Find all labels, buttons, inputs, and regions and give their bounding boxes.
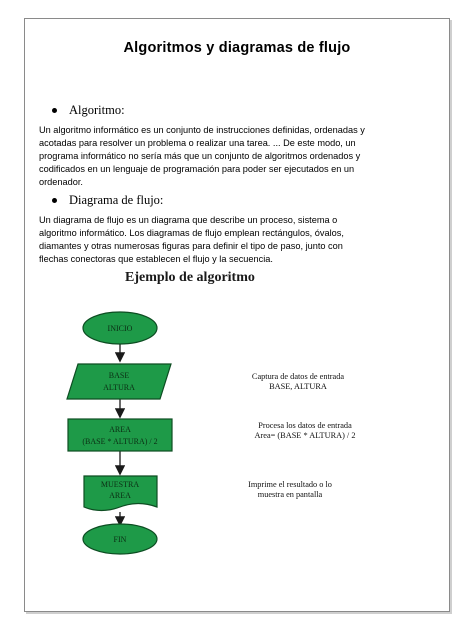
start-terminal-label: INICIO (107, 324, 133, 333)
note-line: muestra en pantalla (257, 490, 323, 499)
paragraph-line: Un diagrama de flujo es un diagrama que describe un proceso, sistema o (39, 215, 338, 225)
note-line: BASE, ALTURA (269, 382, 327, 391)
paragraph-line: Un algoritmo informático es un conjunto de instrucciones definidas, ordenadas y (39, 125, 365, 135)
paragraph-line: algoritmo informático. Los diagramas de flujo emplean rectángulos, óvalos, (39, 228, 344, 238)
input-label-line2: ALTURA (103, 383, 135, 392)
end-terminal-label: FIN (113, 535, 127, 544)
paragraph-line: acotadas para resolver un problema o realizar una tarea. ... De este modo, un (39, 138, 356, 148)
paragraph-line: flechas conectoras que establecen el flujo y la secuencia. (39, 254, 273, 264)
flowchart-title: Ejemplo de algoritmo (125, 270, 255, 285)
section-heading-label: Algoritmo: (69, 103, 125, 117)
note-line: Procesa los datos de entrada (258, 421, 352, 430)
note-output (230, 480, 350, 500)
paragraph-line: diamantes y otras numerosas figuras para definir el tipo de paso, junto con (39, 241, 343, 251)
output-label-line2: AREA (109, 491, 131, 500)
note-line: Imprime el resultado o lo (248, 480, 332, 489)
document-title: Algoritmos y diagramas de flujo (123, 40, 351, 56)
process-label-line1: AREA (109, 425, 131, 434)
output-label-line1: MUESTRA (100, 480, 140, 489)
process-rectangle (68, 419, 172, 451)
note-process (245, 421, 365, 441)
paragraph-line: ordenador. (39, 177, 83, 187)
note-input (238, 372, 358, 392)
section-heading-label: Diagrama de flujo: (69, 193, 164, 207)
note-line: Captura de datos de entrada (251, 372, 345, 381)
process-label-line2: (BASE * ALTURA) / 2 (82, 437, 158, 446)
paragraph-line: programa informático no sería más que un conjunto de algoritmos ordenados y (39, 151, 361, 161)
input-label-line1: BASE (108, 371, 130, 380)
paragraph-line: codificados en un lenguaje de programación para poder ser ejecutados en un (39, 164, 355, 174)
input-parallelogram (67, 364, 171, 399)
note-line: Area= (BASE * ALTURA) / 2 (254, 431, 356, 440)
